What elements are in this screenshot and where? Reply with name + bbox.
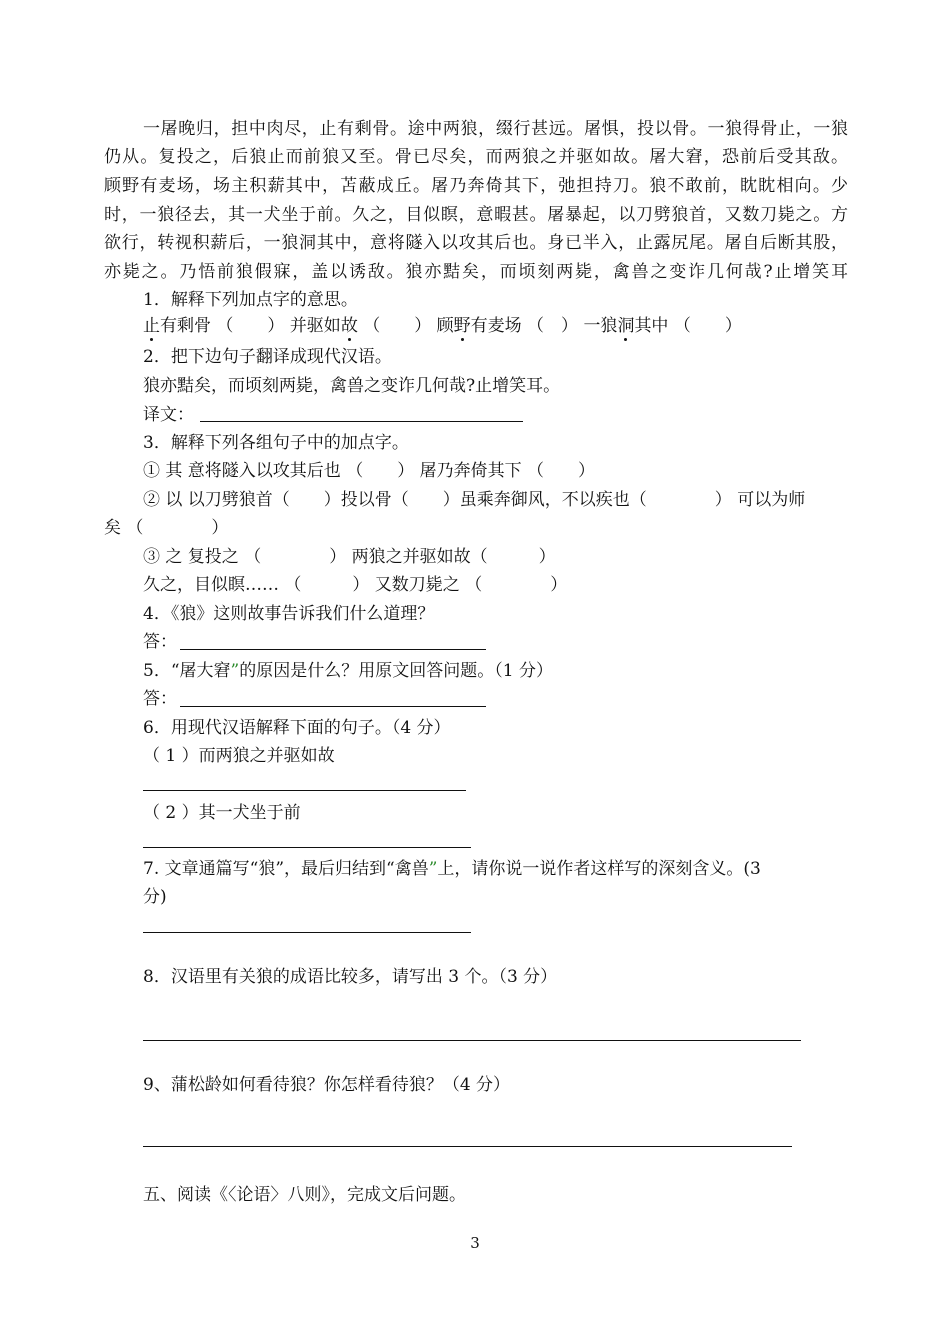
q7-green-quote: ”: [428, 859, 438, 879]
q2-answer-line[interactable]: [200, 421, 523, 422]
passage-line-5: 欲行，转视积薪后，一狼洞其中，意将隧入以攻其后也。身已半入，止露尻尾。屠自后断其股，: [104, 233, 848, 253]
page-number: 3: [470, 1234, 480, 1252]
q8-answer-line[interactable]: [143, 1040, 801, 1041]
section-5-title: 五、阅读《〈论语〉八则》，完成文后问题。: [143, 1185, 466, 1205]
q3-group-3-line-1: ③ 之 复投之 （ ） 两狼之并驱如故（ ）: [143, 547, 556, 567]
q4-answer-line[interactable]: [180, 649, 486, 650]
q1-items: [143, 315, 742, 337]
q3-group-2-line-2: 矣 （ ）: [104, 518, 229, 538]
q6-answer-line-1[interactable]: [143, 790, 466, 791]
q3-group-2-line-1: ② 以 以刀劈狼首（ ）投以骨（ ）虽乘奔御风，不以疾也（ ） 可以为师: [143, 490, 806, 510]
q2-sentence: 狼亦黠矣，而顷刻两毙，禽兽之变诈几何哉?止增笑耳。: [143, 376, 561, 396]
q7-title-line-1: 7. 文章通篇写“狼”，最后归结到“禽兽”上，请你说一说作者这样写的深刻含义。(3: [143, 859, 761, 879]
q1-title: 1．解释下列加点字的意思。: [143, 290, 358, 310]
passage-line-6: 亦毙之。乃悟前狼假寐，盖以诱敌。狼亦黠矣，而顷刻两毙，禽兽之变诈几何哉?止增笑耳: [104, 262, 848, 282]
q7-answer-line[interactable]: [143, 932, 471, 933]
q1-item-4-dotted-char: 洞: [617, 316, 635, 336]
q1-item-1-dotted-char: 止: [143, 316, 160, 336]
q3-title: 3．解释下列各组句子中的加点字。: [143, 433, 409, 453]
q1-item-1: 止有剩骨 （ ）: [143, 316, 285, 336]
q5-answer-line[interactable]: [180, 706, 486, 707]
q9-title: 9、蒲松龄如何看待狼？你怎样看待狼？（4 分）: [143, 1075, 511, 1095]
q2-answer-label: 译文：: [143, 405, 194, 425]
q7-title-line-2: 分): [143, 887, 167, 907]
q4-answer-label: 答：: [143, 632, 177, 652]
q1-item-3-dotted-char: 野: [453, 316, 471, 336]
q1-item-3: 顾野有麦场 （ ）: [436, 316, 579, 336]
q6-sentence-2: （ 2 ）其一犬坐于前: [143, 803, 301, 823]
q5-title: 5．“屠大窘”的原因是什么？用原文回答问题。（1 分）: [143, 661, 553, 681]
q8-title: 8．汉语里有关狼的成语比较多，请写出 3 个。（3 分）: [143, 967, 558, 987]
q1-item-2: 并驱如故 （ ）: [289, 316, 432, 336]
q6-answer-line-2[interactable]: [143, 847, 471, 848]
q6-sentence-1: （ 1 ）而两狼之并驱如故: [143, 746, 335, 766]
passage-line-4: 时，一狼径去，其一犬坐于前。久之，目似瞑，意暇甚。屠暴起，以刀劈狼首，又数刀毙之。方: [104, 205, 848, 225]
q1-item-2-dotted-char: 故: [340, 316, 358, 336]
q3-group-1: ① 其 意将隧入以攻其后也 （ ） 屠乃奔倚其下 （ ）: [143, 461, 596, 481]
q5-answer-label: 答：: [143, 689, 177, 709]
passage-line-1: 一屠晚归，担中肉尽，止有剩骨。途中两狼，缀行甚远。屠惧，投以骨。一狼得骨止，一狼: [143, 119, 848, 139]
passage-line-3: 顾野有麦场，场主积薪其中，苫蔽成丘。屠乃奔倚其下，弛担持刀。狼不敢前，眈眈相向。少: [104, 176, 848, 196]
passage-line-2: 仍从。复投之，后狼止而前狼又至。骨已尽矣，而两狼之并驱如故。屠大窘，恐前后受其敌。: [104, 147, 848, 167]
q9-answer-line[interactable]: [143, 1146, 792, 1147]
q1-item-4: 一狼洞其中 （ ）: [583, 316, 742, 336]
q4-title: 4．《狼》这则故事告诉我们什么道理？: [143, 604, 435, 624]
q6-title: 6．用现代汉语解释下面的句子。（4 分）: [143, 718, 451, 738]
q2-title: 2．把下边句子翻译成现代汉语。: [143, 347, 392, 367]
q3-group-3-line-2: 久之，目似瞑…… （ ） 又数刀毙之 （ ）: [143, 575, 568, 595]
q5-green-quote: ”: [230, 661, 240, 681]
